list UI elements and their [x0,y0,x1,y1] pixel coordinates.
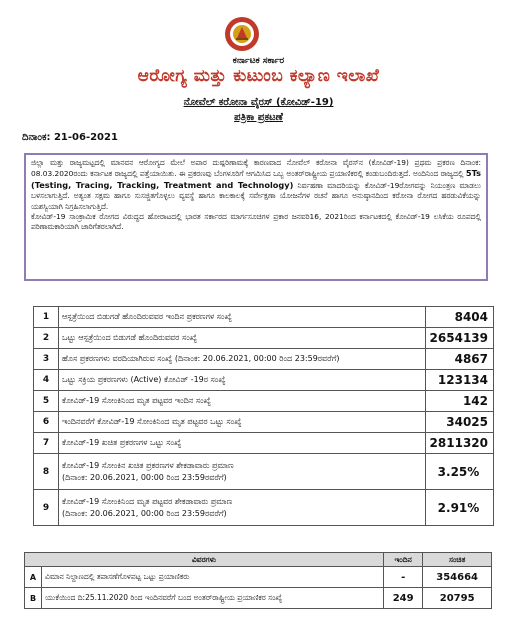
row-today: - [384,567,423,588]
row-number: 9 [34,490,59,526]
header-cumulative: ಸಂಚಿತ [423,553,492,567]
row-number: 4 [34,370,59,391]
government-name: ಕರ್ನಾಟಕ ಸರ್ಕಾರ [232,56,285,66]
department-title: ಆರೋಗ್ಯ ಮತ್ತು ಕುಟುಂಬ ಕಲ್ಯಾಣ ಇಲಾಖೆ [137,66,380,86]
header-today: ಇಂದಿನ [384,553,423,567]
row-value: 34025 [426,412,494,433]
row-label-date-range: (ದಿನಾಂಕ: 20.06.2021, 00:00 ರಿಂದ 23:59ರವರೆಗೆ) [62,472,227,482]
table-row [34,412,494,433]
table-row [34,454,494,490]
intro-text-1: ಜಿಲ್ಲಾ ಮತ್ತು ರಾಜ್ಯಮಟ್ಟದಲ್ಲಿ ಮಾನವನ ಆರೋಗ್ಯದ ಮೇಲೆ ಅಪಾರ ದುಷ್ಪರಿಣಾಮಕ್ಕೆ ಕಾರಣವಾದ ನೋವೆಲ್ ಕರೋನಾ ವೈರಸ್‌ನ (ಕೋವಿಡ್-19) ಪ್ರಥಮ ಪ್ರಕರಣ ದಿನಾಂಕ: 08.03.2020ರಂದು ಕರ್ನಾಟಕ ರಾಜ್ಯದಲ್ಲಿ ಪತ್ತೆಯಾಯಿತು. ಈ ಪ್ರಕರಣವು ಬೆಂಗಳೂರಿಗೆ ಆಗಮಿಸಿದ ಒಬ್ಬ ಅಂತರ್‌ರಾಷ್ಟ್ರೀಯ ಪ್ರಯಾಣಿಕರಲ್ಲಿ ಕಂಡುಬಂದಿರುತ್ತದೆ. ಅಂದಿನಿಂದ ರಾಜ್ಯದಲ್ಲಿ [31,158,481,179]
row-label: ಹೊಸ ಪ್ರಕರಣಗಳು ವರದಿಯಾಗಿರುವ ಸಂಖ್ಯೆ (ದಿನಾಂಕ: 20.06.2021, 00:00 ರಿಂದ 23:59ರವರೆಗೆ) [59,349,426,370]
row-description: ವಿಮಾನ ನಿಲ್ದಾಣದಲ್ಲಿ ತಪಾಸಣೆಗೊಳಪಟ್ಟ ಒಟ್ಟು ಪ್ರಯಾಣಿಕರು [42,567,384,588]
intro-paragraph-1 [31,158,481,212]
row-label: ಕೋವಿಡ್-19 ಸೋಂಕಿನಿಂದ ಮೃತ ಪಟ್ಟವರ ಇಂದಿನ ಸಂಖ್ಯೆ [59,391,426,412]
row-value: 2654139 [426,328,494,349]
table-row [34,349,494,370]
row-value: 2.91% [426,490,494,526]
row-label: ಕೋವಿಡ್-19 ಖಚಿತ ಪ್ರಕರಣಗಳ ಒಟ್ಟು ಸಂಖ್ಯೆ [59,433,426,454]
table-row [34,307,494,328]
row-number: 8 [34,454,59,490]
row-description: ಯುಕೆಯಿಂದ ದಿ:25.11.2020 ರಿಂದ ಇಂದಿನವರೆಗೆ ಬಂದ ಅಂತರ್‌ರಾಷ್ಟ್ರೀಯ ಪ್ರಯಾಣಿಕರ ಸಂಖ್ಯೆ [42,588,384,609]
row-label: ಒಟ್ಟು ಆಸ್ಪತ್ರೆಯಿಂದ ಬಿಡುಗಡೆ ಹೊಂದಿರುವವರ ಸಂಖ್ಯೆ [59,328,426,349]
row-letter: A [25,567,42,588]
row-label: ಆಸ್ಪತ್ರೆಯಿಂದ ಬಿಡುಗಡೆ ಹೊಂದಿರುವವರ ಇಂದಿನ ಪ್ರಕರಣಗಳ ಸಂಖ್ಯೆ [59,307,426,328]
row-value: 8404 [426,307,494,328]
header-details: ವಿವರಗಳು [25,553,384,567]
row-value: 123134 [426,370,494,391]
table-row [34,391,494,412]
press-release-heading: ಪತ್ರಿಕಾ ಪ್ರಕಟಣೆ [234,112,283,123]
table-row [25,588,492,609]
row-number: 1 [34,307,59,328]
row-cumulative: 20795 [423,588,492,609]
subject-line: ನೋವೆಲ್ ಕರೋನಾ ವೈರಸ್ (ಕೋವಿಡ್-19) [183,97,334,108]
table-row [25,567,492,588]
row-number: 5 [34,391,59,412]
row-label: ಕೋವಿಡ್-19 ಸೋಂಕಿನ ಖಚಿತ ಪ್ರಕರಣಗಳ ಶೇಕಡಾವಾರು ಪ್ರಮಾಣ [62,460,234,470]
row-label: ಒಟ್ಟು ಸಕ್ರಿಯ ಪ್ರಕರಣಗಳು (Active) ಕೋವಿಡ್ -19ರ ಸಂಖ್ಯೆ [59,370,426,391]
row-label: ಕೋವಿಡ್-19 ಸೋಂಕಿನಿಂದ ಮೃತ ಪಟ್ಟವರ ಶೇಕಡಾವಾರು ಪ್ರಮಾಣ [62,496,233,506]
row-value: 3.25% [426,454,494,490]
table-row [34,490,494,526]
row-label-cell [59,490,426,526]
row-cumulative: 354664 [423,567,492,588]
karnataka-emblem-icon [224,16,260,52]
covid-stats-table [33,306,494,526]
row-letter: B [25,588,42,609]
intro-paragraph-2: ಕೋವಿಡ್-19 ಸಾಂಕ್ರಾಮಿಕ ರೋಗದ ವಿರುದ್ಧದ ಹೋರಾಟದಲ್ಲಿ ಭಾರತ ಸರ್ಕಾರದ ಮಾರ್ಗಸೂಚಿಗಳ ಪ್ರಕಾರ ಜನವರಿ16, 2021ರಿಂದ ಕರ್ನಾಟಕದಲ್ಲಿ ಕೋವಿಡ್-19 ಲಸಿಕೆಯ ರೂಪದಲ್ಲಿ ಪರಿಣಾಮಕಾರಿಯಾಗಿ ಜಾರಿಗೆತರಲಾಗಿದೆ. [31,212,481,232]
table-row [34,370,494,391]
table-header-row [25,553,492,567]
intro-text-1-end: ನಿರ್ವಹಣಾ ಮಾದರಿಯನ್ನು ಕೋವಿಡ್-19ರೋಗವನ್ನು ನಿಯಂತ್ರಣ ಮಾಡಲು ಬಳಸಲಾಗುತ್ತಿದೆ. ಅತ್ಯಂತ ಸಕ್ಷಮ ಹಾಗೂ ಸುಸಜ್ಜಿತಗೊಳ್ಳಲು ವ್ಯವಸ್ಥೆ ಹಾಗೂ ಕಾಲಕಾಲಕ್ಕೆ ಸರ್ವೇಕ್ಷಣಾ ಯೋಜನೆಗಳ ರಚನೆ ಹಾಗೂ ಅನುಷ್ಠಾನದಿಂದ ಕರೋನಾ ರೋಗದ ಹರಡುವಿಕೆಯನ್ನು ಯಶಸ್ವಿಯಾಗಿ ನಿಗ್ರಹಿಸಲಾಗುತ್ತಿದೆ. [31,180,481,211]
release-date: ದಿನಾಂಕ: 21-06-2021 [22,132,118,143]
row-number: 3 [34,349,59,370]
row-value: 2811320 [426,433,494,454]
row-label: ಇಂದಿನವರೆಗೆ ಕೋವಿಡ್-19 ಸೋಂಕಿನಿಂದ ಮೃತ ಪಟ್ಟವರ ಒಟ್ಟು ಸಂಖ್ಯೆ [59,412,426,433]
row-number: 7 [34,433,59,454]
row-label-date-range: (ದಿನಾಂಕ: 20.06.2021, 00:00 ರಿಂದ 23:59ರವರೆಗೆ) [62,508,227,518]
row-number: 2 [34,328,59,349]
row-value: 4867 [426,349,494,370]
travel-summary-table [24,552,492,609]
table-row [34,433,494,454]
row-today: 249 [384,588,423,609]
intro-5ts-highlight: 5Ts (Testing, Tracing, Tracking, Treatment and Technology) [31,168,481,190]
row-value: 142 [426,391,494,412]
table-row [34,328,494,349]
intro-box [24,153,488,281]
row-label-cell [59,454,426,490]
row-number: 6 [34,412,59,433]
